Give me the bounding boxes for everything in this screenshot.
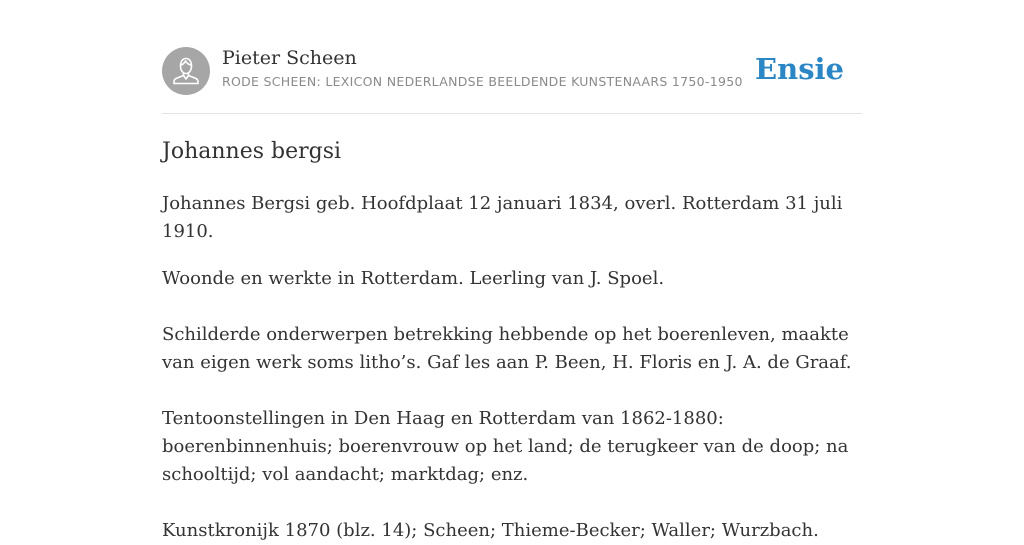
author-avatar[interactable] bbox=[162, 47, 210, 95]
paragraph: Tentoonstellingen in Den Haag en Rotterdam van 1862-1880: boerenbinnenhuis; boerenvrouw op het land; de terugkeer van de doop; na schooltijd; vol aandacht; marktdag; enz. bbox=[162, 408, 849, 485]
paragraph: Woonde en werkte in Rotterdam. Leerling van J. Spoel. bbox=[162, 268, 665, 289]
paragraph: Kunstkronijk 1870 (blz. 14); Scheen; Thieme-Becker; Waller; Wurzbach. bbox=[162, 520, 819, 541]
page-title: Johannes bergsi bbox=[162, 139, 342, 164]
author-name[interactable]: Pieter Scheen bbox=[222, 47, 357, 69]
paragraph: Schilderde onderwerpen betrekking hebbende op het boerenleven, maakte van eigen werk soms litho’s. Gaf les aan P. Been, H. Floris en J. A. de Graaf. bbox=[162, 324, 852, 373]
article-body bbox=[162, 190, 867, 545]
paragraph-lead: Johannes Bergsi geb. Hoofdplaat 12 januari 1834, overl. Rotterdam 31 juli 1910. bbox=[162, 193, 843, 242]
user-silhouette-icon bbox=[162, 47, 210, 95]
ensie-logo[interactable]: Ensie bbox=[755, 52, 844, 86]
article-header bbox=[162, 46, 862, 114]
source-title[interactable]: RODE SCHEEN: LEXICON NEDERLANDSE BEELDENDE KUNSTENAARS 1750-1950 bbox=[222, 74, 743, 89]
